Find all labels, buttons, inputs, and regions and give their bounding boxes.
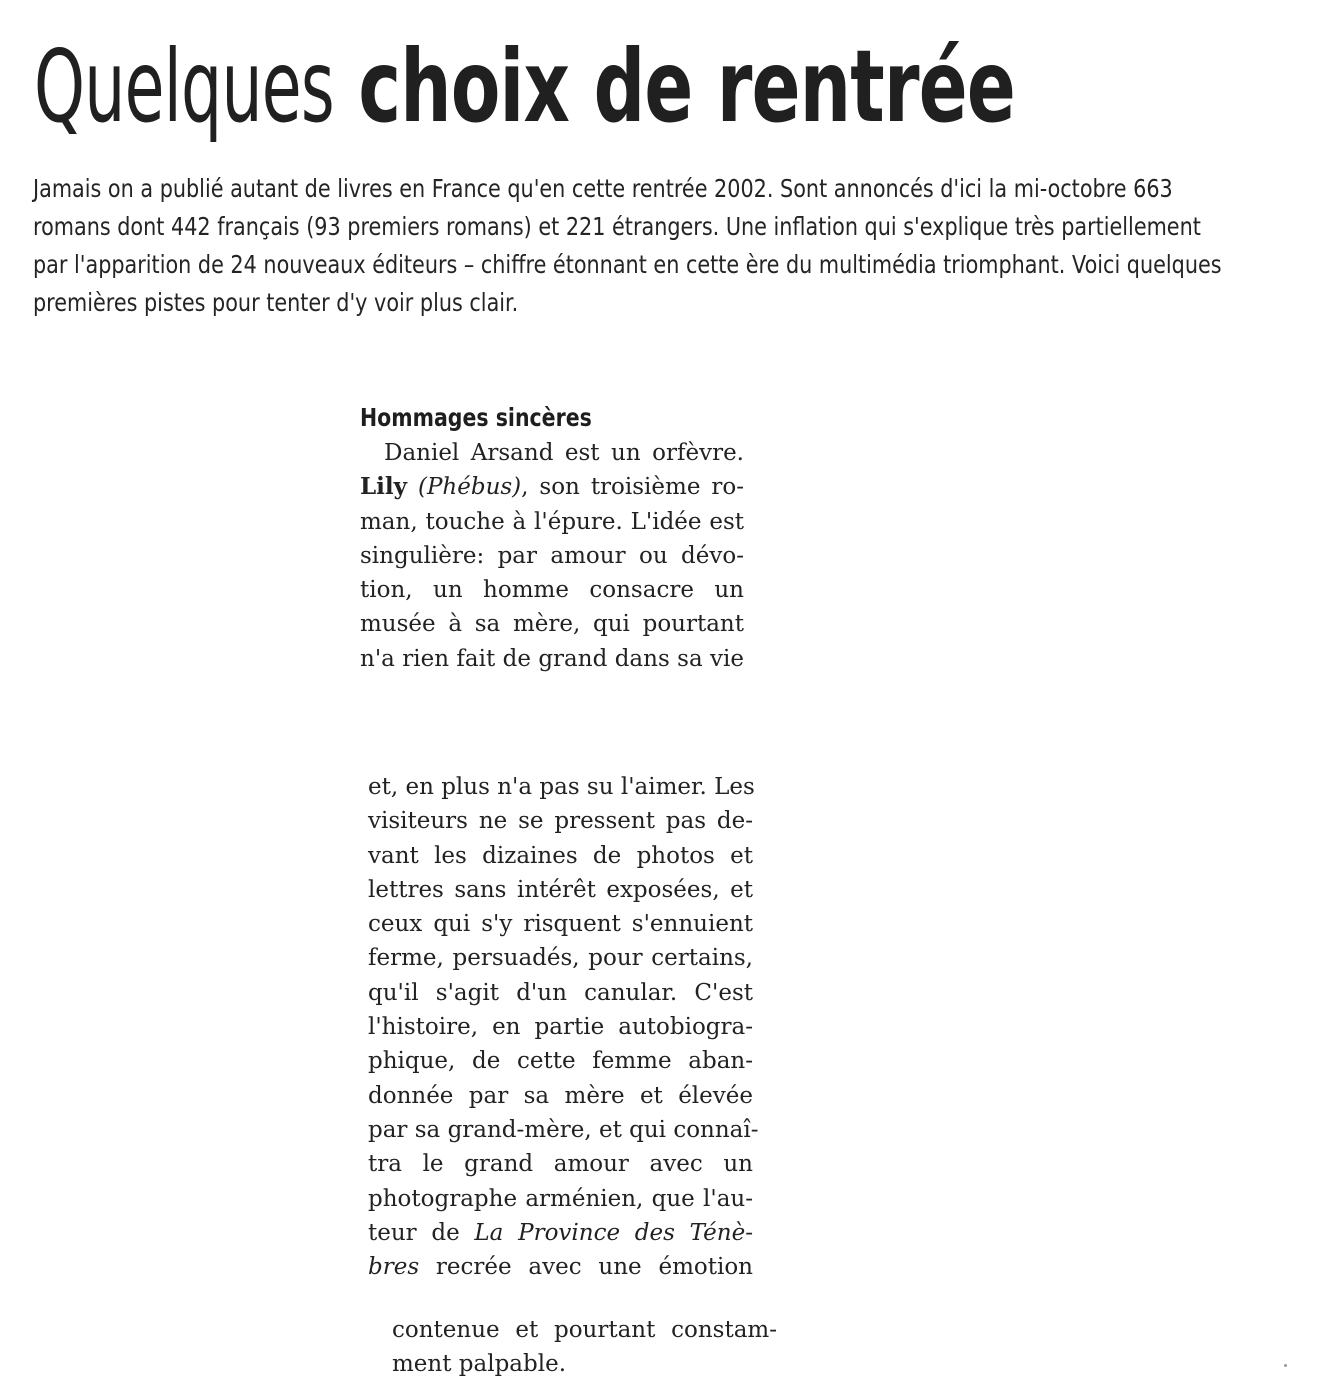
column-line: man, touche à l'épure. L'idée est xyxy=(360,508,744,535)
column-line: ferme, persuadés, pour certains, xyxy=(368,945,753,972)
column-line: singulière: par amour ou dévo- xyxy=(360,542,744,569)
publisher-name: (Phébus) xyxy=(417,474,522,501)
headline-light: Quelques xyxy=(34,28,334,145)
column-line: tra le grand amour avec un xyxy=(368,1151,753,1178)
column-line: n'a rien fait de grand dans sa vie xyxy=(360,645,744,672)
column-line xyxy=(368,1250,753,1284)
column-line-text: teur de xyxy=(368,1219,475,1246)
intro-line: premières pistes pour tenter d'y voir plus clair. xyxy=(33,288,519,317)
scan-speck xyxy=(1284,1364,1287,1367)
column-line: Daniel Arsand est un orfèvre. xyxy=(384,440,744,466)
column-line: et, en plus n'a pas su l'aimer. Les xyxy=(368,774,755,800)
article-column-1 xyxy=(360,436,744,676)
cited-book-title-end: bres xyxy=(368,1254,420,1281)
column-line: ment palpable. xyxy=(392,1351,567,1378)
column-line: l'histoire, en partie autobiogra- xyxy=(368,1014,753,1041)
column-line: vant les dizaines de photos et xyxy=(368,842,753,869)
column-line: tion, un homme consacre un xyxy=(360,577,744,604)
intro-line: Jamais on a publié autant de livres en France qu'en cette rentrée 2002. Sont annoncés d'ici la mi-octobre 663 xyxy=(33,174,1173,203)
headline xyxy=(34,12,1015,162)
book-title: Lily xyxy=(360,473,408,501)
intro-line: par l'apparition de 24 nouveaux éditeurs – chiffre étonnant en cette ère du multimédia triomphant. Voici quelques xyxy=(33,250,1222,279)
column-line: donnée par sa mère et élevée xyxy=(368,1082,753,1109)
column-line xyxy=(368,1216,753,1250)
column-line: par sa grand-mère, et qui connaî- xyxy=(368,1116,759,1143)
cited-book-title: La Province des Ténè- xyxy=(474,1219,753,1246)
column-line: photographe arménien, que l'au- xyxy=(368,1185,753,1212)
column-line: ceux qui s'y risquent s'ennuient xyxy=(368,911,753,938)
column-line: musée à sa mère, qui pourtant xyxy=(360,611,744,638)
column-line: qu'il s'agit d'un canular. C'est xyxy=(368,979,753,1006)
column-line: visiteurs ne se pressent pas de- xyxy=(368,808,753,835)
column-line-text: , son troisième ro- xyxy=(521,474,745,501)
headline-bold: choix de rentrée xyxy=(358,28,1016,145)
column-line xyxy=(360,470,744,504)
intro-paragraph xyxy=(33,170,1279,322)
column-line: lettres sans intérêt exposées, et xyxy=(368,876,753,903)
column-line: contenue et pourtant constam- xyxy=(392,1317,777,1343)
intro-line: romans dont 442 français (93 premiers romans) et 221 étrangers. Une inflation qui s'explique très partiellement xyxy=(33,212,1201,241)
section-heading: Hommages sincères xyxy=(360,403,592,432)
article-column-3 xyxy=(392,1313,777,1382)
column-line: phique, de cette femme aban- xyxy=(368,1048,753,1075)
article-column-2 xyxy=(368,770,759,1284)
column-line-text: recrée avec une émotion xyxy=(419,1254,753,1281)
